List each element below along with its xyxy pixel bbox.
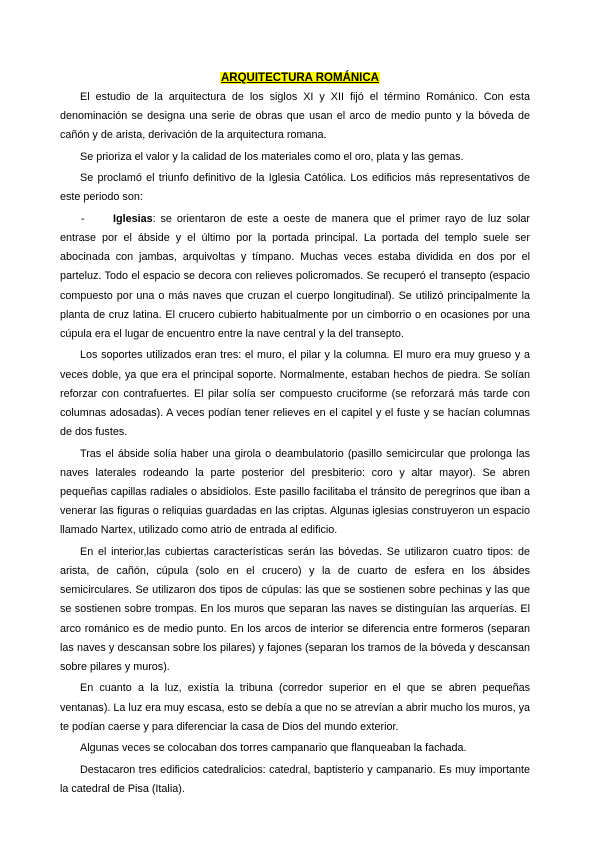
paragraph-girola: Tras el ábside solía haber una girola o deambulatorio (pasillo semicircular que prolonga las naves laterales rodeando la parte posterior del presbiterio: coro y altar mayor). Se abren pequeñas capillas radiales o absidiolos. Este pasillo facilitaba el tránsito de peregrinos que iban a venerar las figuras o reliquias guardadas en las criptas. Algunas iglesias construyeron un espacio llamado Nartex, utilizado como atrio de entrada al edificio. xyxy=(60,447,530,537)
document-body xyxy=(60,88,530,801)
bullet-keyword: Iglesias xyxy=(113,212,153,225)
paragraph-materials: Se prioriza el valor y la calidad de los materiales como el oro, plata y las gemas. xyxy=(80,150,464,163)
paragraph-cubiertas: En el interior,las cubiertas características serán las bóvedas. Se utilizaron cuatro tipos: de arista, de cañón, cúpula (solo en el crucero) y la de cuarto de esfera en los ábsides semicirculares. Se utilizaron dos tipos de cúpulas: las que se sostienen sobre pechinas y las que se sostienen sobre trompas. En los muros que separan las naves se distinguían las arquerías. El arco románico es de medio punto. En los arcos de interior se diferencia entre formeros (separan las naves y descansan sobre los pilares) y fajones (separan los tramos de la bóveda y descansan sobre pilares y muros). xyxy=(60,545,530,674)
paragraph-soportes: Los soportes utilizados eran tres: el muro, el pilar y la columna. El muro era muy grueso y a veces doble, ya que era el principal soporte. Normalmente, estaban hechos de piedra. Se solían reforzar con contrafuertes. El pilar solía ser compuesto cruciforme (se reforzará más tarde con columnas adosadas). A veces podían tener relieves en el capitel y el fuste y se hacían columnas de dos fustes. xyxy=(60,349,530,439)
paragraph-torres: Algunas veces se colocaban dos torres campanario que flanqueaban la fachada. xyxy=(80,742,467,755)
paragraph-intro: El estudio de la arquitectura de los siglos XI y XII fijó el término Románico. Con esta denominación se designa una serie de obras que usan el arco de medio punto y la bóveda de cañón y de arista, derivación de la arquitectura romana. xyxy=(60,91,530,142)
bullet-iglesias xyxy=(60,210,530,344)
bullet-marker: - xyxy=(81,212,85,225)
paragraph-church: Se proclamó el triunfo definitivo de la Iglesia Católica. Los edificios más representativos de este periodo son: xyxy=(60,172,530,204)
document-title xyxy=(0,71,600,85)
title-text: ARQUITECTURA ROMÁNICA xyxy=(220,72,379,84)
bullet-text: : se orientaron de este a oeste de manera que el primer rayo de luz solar entrase por el ábside y el último por la portada principal. La portada del templo suele ser abocinada con jambas, arquivoltas y tímpano. Muchas veces estaba dividida en dos por el parteluz. Todo el espacio se decora con relieves policromados. Se recuperó el transepto (espacio compuesto por una o más naves que cruzan el cuerpo longitudinal). Se utilizó principalmente la planta de cruz latina. El crucero cubierto habitualmente por un cimborrio o en ocasiones por una cúpula era el lugar de encuentro entre la nave central y la del transepto. xyxy=(60,212,530,340)
paragraph-edificios: Destacaron tres edificios catedralicios: catedral, baptisterio y campanario. Es muy importante la catedral de Pisa (Italia). xyxy=(60,763,530,795)
paragraph-luz: En cuanto a la luz, existía la tribuna (corredor superior en el que se abren pequeñas ventanas). La luz era muy escasa, esto se debía a que no se atrevían a abrir mucho los muros, ya te podían caerse y para diferenciar la casa de Dios del mundo exterior. xyxy=(60,682,530,733)
